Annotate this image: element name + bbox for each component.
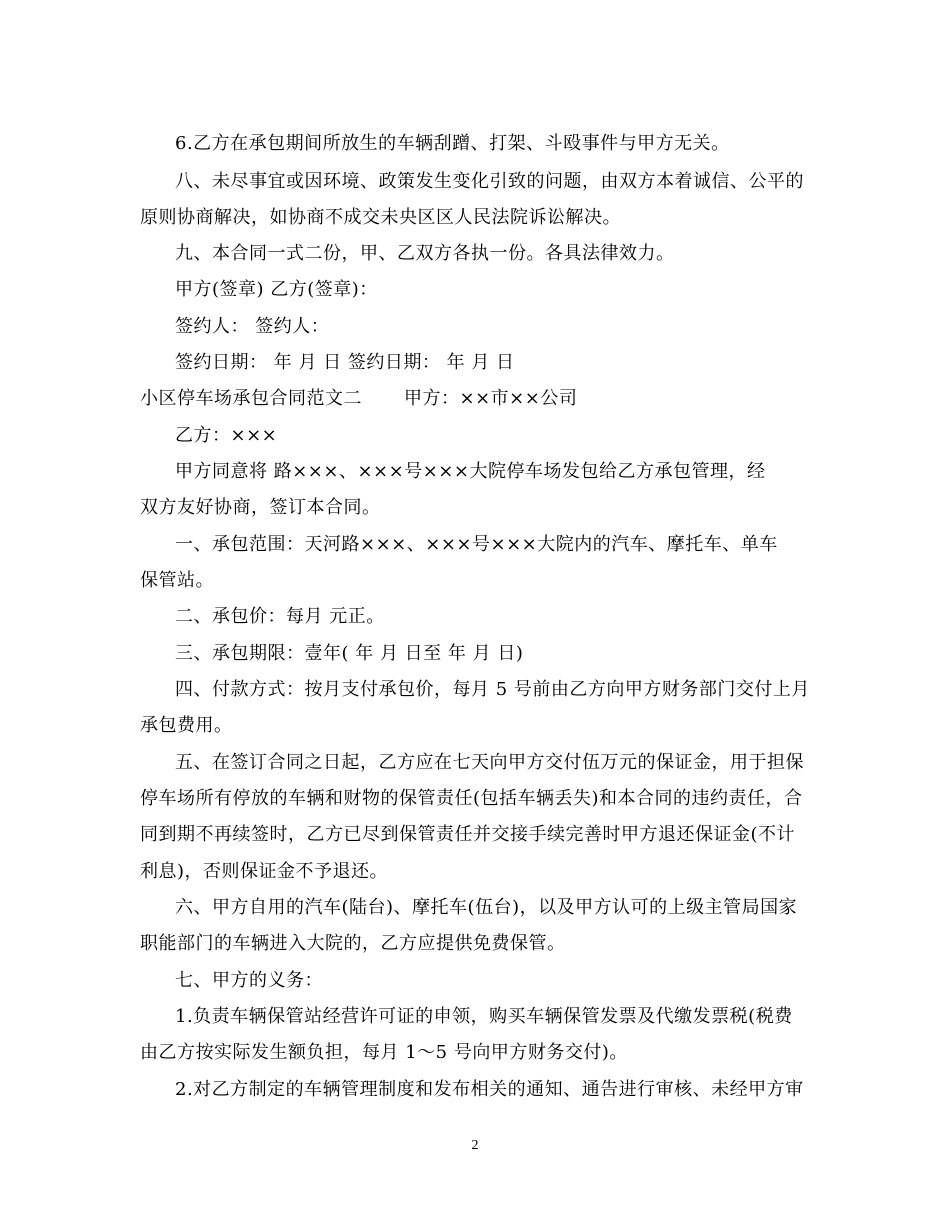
party-a-label: 甲方：××市××公司: [404, 388, 578, 409]
paragraph-line: 承包费用。: [140, 715, 233, 736]
paragraph-line: 甲方同意将 路×××、×××号×××大院停车场发包给乙方承包管理，经: [175, 461, 766, 482]
page-number: 2: [471, 1138, 479, 1153]
paragraph-line: 七、甲方的义务：: [175, 970, 323, 991]
paragraph-line: 四、付款方式：按月支付承包价，每月 5 号前由乙方向甲方财务部门交付上月: [175, 679, 810, 700]
paragraph-line: 停车场所有停放的车辆和财物的保管责任(包括车辆丢失)和本合同的违约责任，合: [140, 788, 803, 809]
paragraph-line: 九、本合同一式二份，甲、乙双方各执一份。各具法律效力。: [175, 243, 675, 264]
paragraph-line: 八、未尽事宜或因环境、政策发生变化引致的问题，由双方本着诚信、公平的: [175, 171, 804, 192]
section-title-line: [140, 387, 577, 411]
paragraph-line: 二、承包价：每月 元正。: [175, 606, 385, 627]
signatory-line: 签约人： 签约人：: [175, 316, 330, 337]
paragraph-line: 利息)，否则保证金不予退还。: [140, 861, 389, 882]
signature-line: 甲方(签章) 乙方(签章)：: [175, 279, 378, 300]
paragraph-line: 一、承包范围：天河路×××、×××号×××大院内的汽车、摩托车、单车: [175, 534, 778, 555]
paragraph-line: 同到期不再续签时，乙方已尽到保管责任并交接手续完善时甲方退还保证金(不计: [140, 824, 796, 845]
paragraph-line: 1.负责车辆保管站经营许可证的申领，购买车辆保管发票及代缴发票税(税费: [175, 1006, 793, 1027]
paragraph-line: 三、承包期限：壹年( 年 月 日至 年 月 日): [175, 643, 524, 664]
party-b-label: 乙方：×××: [175, 425, 278, 446]
paragraph-line: 五、在签订合同之日起，乙方应在七天向甲方交付伍万元的保证金，用于担保: [175, 752, 804, 773]
sign-date-line: 签约日期： 年 月 日 签约日期： 年 月 日: [175, 352, 515, 373]
section-title: 小区停车场承包合同范文二: [140, 388, 362, 409]
paragraph-line: 由乙方按实际发生额负担，每月 1～5 号向甲方财务交付)。: [140, 1042, 628, 1063]
paragraph-line: 2.对乙方制定的车辆管理制度和发布相关的通知、通告进行审核、未经甲方审: [175, 1079, 804, 1100]
paragraph-line: 6.乙方在承包期间所放生的车辆刮蹭、打架、斗殴事件与甲方无关。: [175, 133, 730, 154]
paragraph-line: 原则协商解决，如协商不成交未央区区人民法院诉讼解决。: [140, 207, 621, 228]
paragraph-line: 六、甲方自用的汽车(陆台)、摩托车(伍台)，以及甲方认可的上级主管局国家: [175, 897, 798, 918]
paragraph-line: 双方友好协商，签订本合同。: [140, 497, 381, 518]
paragraph-line: 保管站。: [140, 570, 214, 591]
paragraph-line: 职能部门的车辆进入大院的，乙方应提供免费保管。: [140, 933, 566, 954]
